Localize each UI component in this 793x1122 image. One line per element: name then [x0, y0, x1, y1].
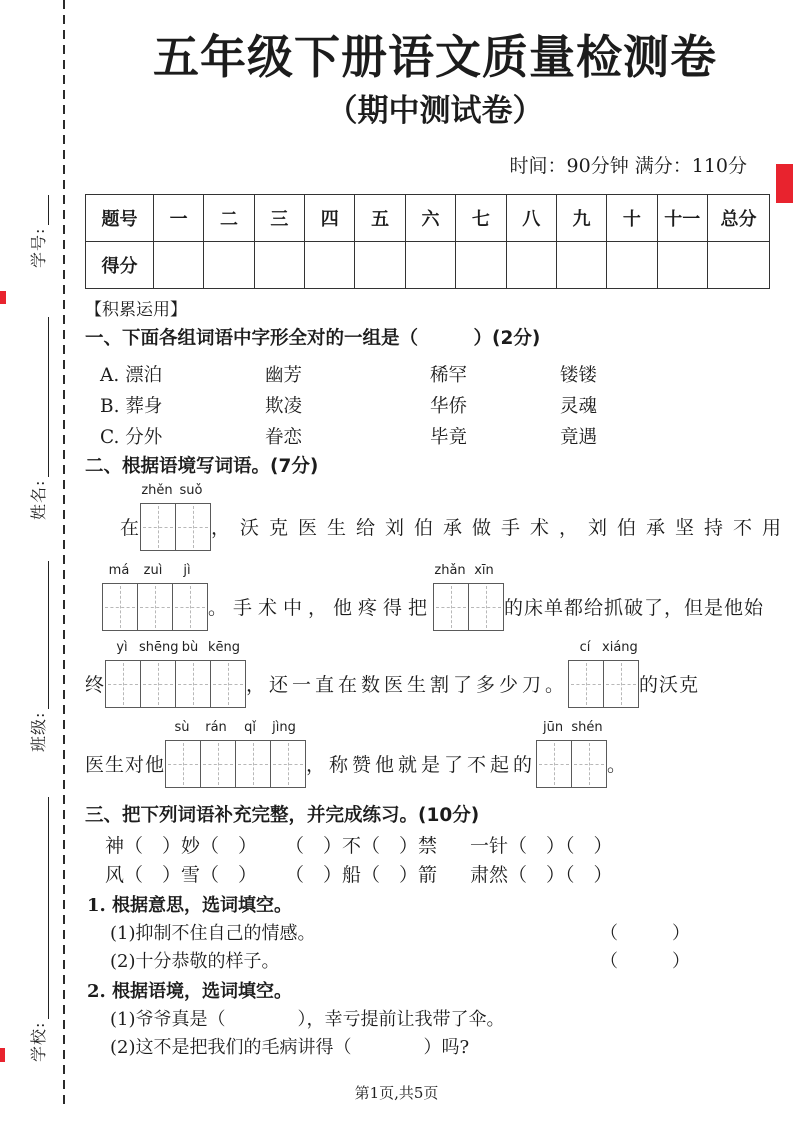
option-word: 华侨 — [430, 396, 468, 417]
writing-box[interactable] — [137, 583, 173, 631]
score-cell[interactable] — [305, 242, 355, 289]
score-table-corner: 题号 — [86, 195, 154, 242]
score-col-header: 一 — [154, 195, 204, 242]
q2-line-3 — [85, 640, 785, 708]
q2-line-2 — [85, 563, 785, 631]
option-words: A. 漂泊 — [100, 365, 163, 386]
option-word: 毕竟 — [430, 427, 468, 448]
pinyin-writing-group — [433, 563, 504, 631]
q2-line3-text-b: 的沃克 — [639, 674, 700, 696]
q2-line2-text-b: 的床单都给抓破了，但是他始 — [504, 597, 765, 619]
score-cell[interactable] — [556, 242, 606, 289]
score-cell[interactable] — [254, 242, 304, 289]
main-content — [85, 30, 792, 1062]
class-blank[interactable] — [44, 561, 49, 709]
page-number: 第1页,共5页 — [354, 1084, 439, 1102]
pinyin-writing-group — [140, 483, 211, 551]
writing-box[interactable] — [468, 583, 504, 631]
q2-line4-text-a: ，称赞他就是了不起的 — [306, 754, 537, 776]
pinyin-label: sù — [174, 720, 190, 735]
pinyin-writing-group — [102, 563, 208, 631]
pinyin-writing-group — [165, 720, 306, 788]
red-registration-mark — [0, 291, 6, 304]
score-col-header: 五 — [355, 195, 405, 242]
school-blank[interactable] — [44, 797, 49, 1019]
q1-title: 一、下面各组词语中字形全对的一组是（ ）(2分) — [85, 328, 541, 349]
pinyin-label: shēng — [139, 640, 179, 655]
q3-title: 三、把下列词语补充完整，并完成练习。(10分) — [85, 805, 480, 826]
pinyin-writing-group — [536, 720, 607, 788]
answer-blank[interactable]: （ ） — [600, 951, 690, 972]
class-label: 班级: — [29, 711, 48, 752]
seal-field-class — [26, 561, 49, 752]
option-word: 灵魂 — [560, 396, 598, 417]
writing-box[interactable] — [270, 740, 306, 788]
pinyin-writing-group — [568, 640, 639, 708]
q3-sub2-title: 2. 根据语境，选词填空。 — [87, 981, 293, 1002]
score-col-header: 四 — [305, 195, 355, 242]
score-col-header: 八 — [506, 195, 556, 242]
clue-text: (1)抑制不住自己的情感。 — [110, 923, 316, 944]
option-word: 竟遇 — [560, 427, 598, 448]
writing-box[interactable] — [200, 740, 236, 788]
score-cell[interactable] — [657, 242, 707, 289]
score-cell[interactable] — [506, 242, 556, 289]
writing-box[interactable] — [571, 740, 607, 788]
exam-time-score-info: 时间：90分钟 满分：110分 — [509, 155, 747, 177]
idiom-blank[interactable]: （ ）不（ ）禁 — [285, 835, 438, 857]
writing-box[interactable] — [175, 660, 211, 708]
q3-sub1-title: 1. 根据意思，选词填空。 — [87, 895, 293, 916]
student-id-blank[interactable] — [44, 195, 49, 225]
pinyin-label: cí — [579, 640, 591, 655]
idiom-blank[interactable]: 肃然（ ）（ ） — [470, 864, 613, 886]
option-word: 眷恋 — [265, 427, 303, 448]
q2-line-1 — [85, 483, 792, 551]
score-cell[interactable] — [708, 242, 770, 289]
option-word: 镂镂 — [560, 365, 598, 386]
writing-box[interactable] — [603, 660, 639, 708]
pinyin-label: shén — [571, 720, 603, 735]
idiom-blank[interactable]: 一针（ ）（ ） — [470, 835, 613, 857]
score-col-header: 十一 — [657, 195, 707, 242]
q1-option-b — [85, 391, 785, 422]
name-blank[interactable] — [44, 317, 49, 477]
writing-box[interactable] — [175, 503, 211, 551]
pinyin-writing-group — [105, 640, 246, 708]
q2-line-4 — [85, 720, 785, 788]
pinyin-label: suǒ — [179, 483, 203, 498]
pinyin-label: bù — [181, 640, 199, 655]
score-cell[interactable] — [204, 242, 254, 289]
q2-line2-text-a: 。手术中，他疼得把 — [208, 597, 434, 619]
pinyin-label: zuì — [143, 563, 163, 578]
writing-box[interactable] — [235, 740, 271, 788]
score-col-header: 总分 — [708, 195, 770, 242]
score-table — [85, 194, 770, 289]
score-col-header: 九 — [556, 195, 606, 242]
q3-sub2-item-1: (1)爷爷真是（ ），幸亏提前让我带了伞。 — [110, 1009, 505, 1030]
option-words: B. 葬身 — [100, 396, 163, 417]
score-table-score-row — [86, 242, 770, 289]
q2-line3-pre: 终 — [85, 674, 106, 696]
q3-sub1-item-2 — [85, 948, 785, 976]
q2-line4-text-b: 。 — [607, 754, 628, 776]
pinyin-label: jì — [183, 563, 191, 578]
q2-line1-text: ，沃克医生给刘伯承做手术，刘伯承坚持不用 — [211, 517, 792, 539]
score-col-header: 二 — [204, 195, 254, 242]
pinyin-label: jìng — [272, 720, 296, 735]
page-subtitle: （期中测试卷） — [326, 93, 544, 129]
q2-line4-pre: 医生对他 — [85, 754, 166, 776]
seal-field-name — [26, 317, 49, 520]
writing-box[interactable] — [102, 583, 138, 631]
score-cell[interactable] — [456, 242, 506, 289]
q1-option-a — [85, 360, 785, 391]
idiom-row — [85, 832, 785, 861]
pinyin-label: kēng — [208, 640, 241, 655]
writing-box[interactable] — [140, 660, 176, 708]
seal-field-school — [26, 797, 49, 1062]
idiom-blank[interactable]: （ ）船（ ）箭 — [285, 864, 438, 886]
name-label: 姓名: — [29, 479, 48, 520]
pinyin-label: má — [108, 563, 130, 578]
writing-box[interactable] — [172, 583, 208, 631]
writing-box[interactable] — [536, 740, 572, 788]
answer-blank[interactable]: （ ） — [600, 923, 690, 944]
score-cell[interactable] — [355, 242, 405, 289]
score-col-header: 三 — [254, 195, 304, 242]
score-row-label: 得分 — [86, 242, 154, 289]
pinyin-label: zhěn — [141, 483, 173, 498]
student-id-label: 学号: — [29, 227, 48, 268]
clue-text: (2)十分恭敬的样子。 — [110, 951, 280, 972]
score-col-header: 六 — [405, 195, 455, 242]
writing-box[interactable] — [433, 583, 469, 631]
q2-line1-pre: 在 — [120, 517, 141, 539]
pinyin-label: jūn — [542, 720, 564, 735]
seal-dashed-line — [63, 0, 65, 1106]
score-col-header: 十 — [607, 195, 657, 242]
q2-line3-text-a: ，还一直在数医生割了多少刀。 — [246, 674, 569, 696]
pinyin-label: rán — [205, 720, 227, 735]
q1-options — [85, 360, 785, 453]
pinyin-label: yì — [116, 640, 128, 655]
option-word: 幽芳 — [265, 365, 303, 386]
idiom-blank[interactable]: 神（ ）妙（ ） — [105, 835, 258, 857]
idiom-blank[interactable]: 风（ ）雪（ ） — [105, 864, 258, 886]
red-registration-mark — [0, 1048, 5, 1062]
q3-sub2-item-2: (2)这不是把我们的毛病讲得（ ）吗? — [110, 1037, 470, 1058]
pinyin-label: qǐ — [244, 720, 256, 735]
q1-option-c — [85, 422, 785, 453]
writing-box[interactable] — [140, 503, 176, 551]
page-title: 五年级下册语文质量检测卷 — [153, 30, 717, 84]
q3-sub1-item-1 — [85, 920, 785, 948]
option-word: 欺凌 — [265, 396, 303, 417]
school-label: 学校: — [29, 1021, 48, 1062]
q2-title: 二、根据语境写词语。(7分) — [85, 456, 319, 477]
writing-box[interactable] — [210, 660, 246, 708]
score-cell[interactable] — [405, 242, 455, 289]
option-words: C. 分外 — [100, 427, 163, 448]
writing-box[interactable] — [105, 660, 141, 708]
pinyin-label: xīn — [474, 563, 494, 578]
q3-idiom-rows — [85, 832, 785, 890]
section-tag: 【积累运用】 — [85, 300, 187, 320]
idiom-row — [85, 861, 785, 890]
score-cell[interactable] — [154, 242, 204, 289]
score-col-header: 七 — [456, 195, 506, 242]
option-word: 稀罕 — [430, 365, 468, 386]
pinyin-label: xiáng — [602, 640, 638, 655]
score-cell[interactable] — [607, 242, 657, 289]
pinyin-label: zhǎn — [434, 563, 466, 578]
writing-box[interactable] — [165, 740, 201, 788]
writing-box[interactable] — [568, 660, 604, 708]
seal-field-student-id — [26, 195, 49, 268]
score-table-header-row — [86, 195, 770, 242]
